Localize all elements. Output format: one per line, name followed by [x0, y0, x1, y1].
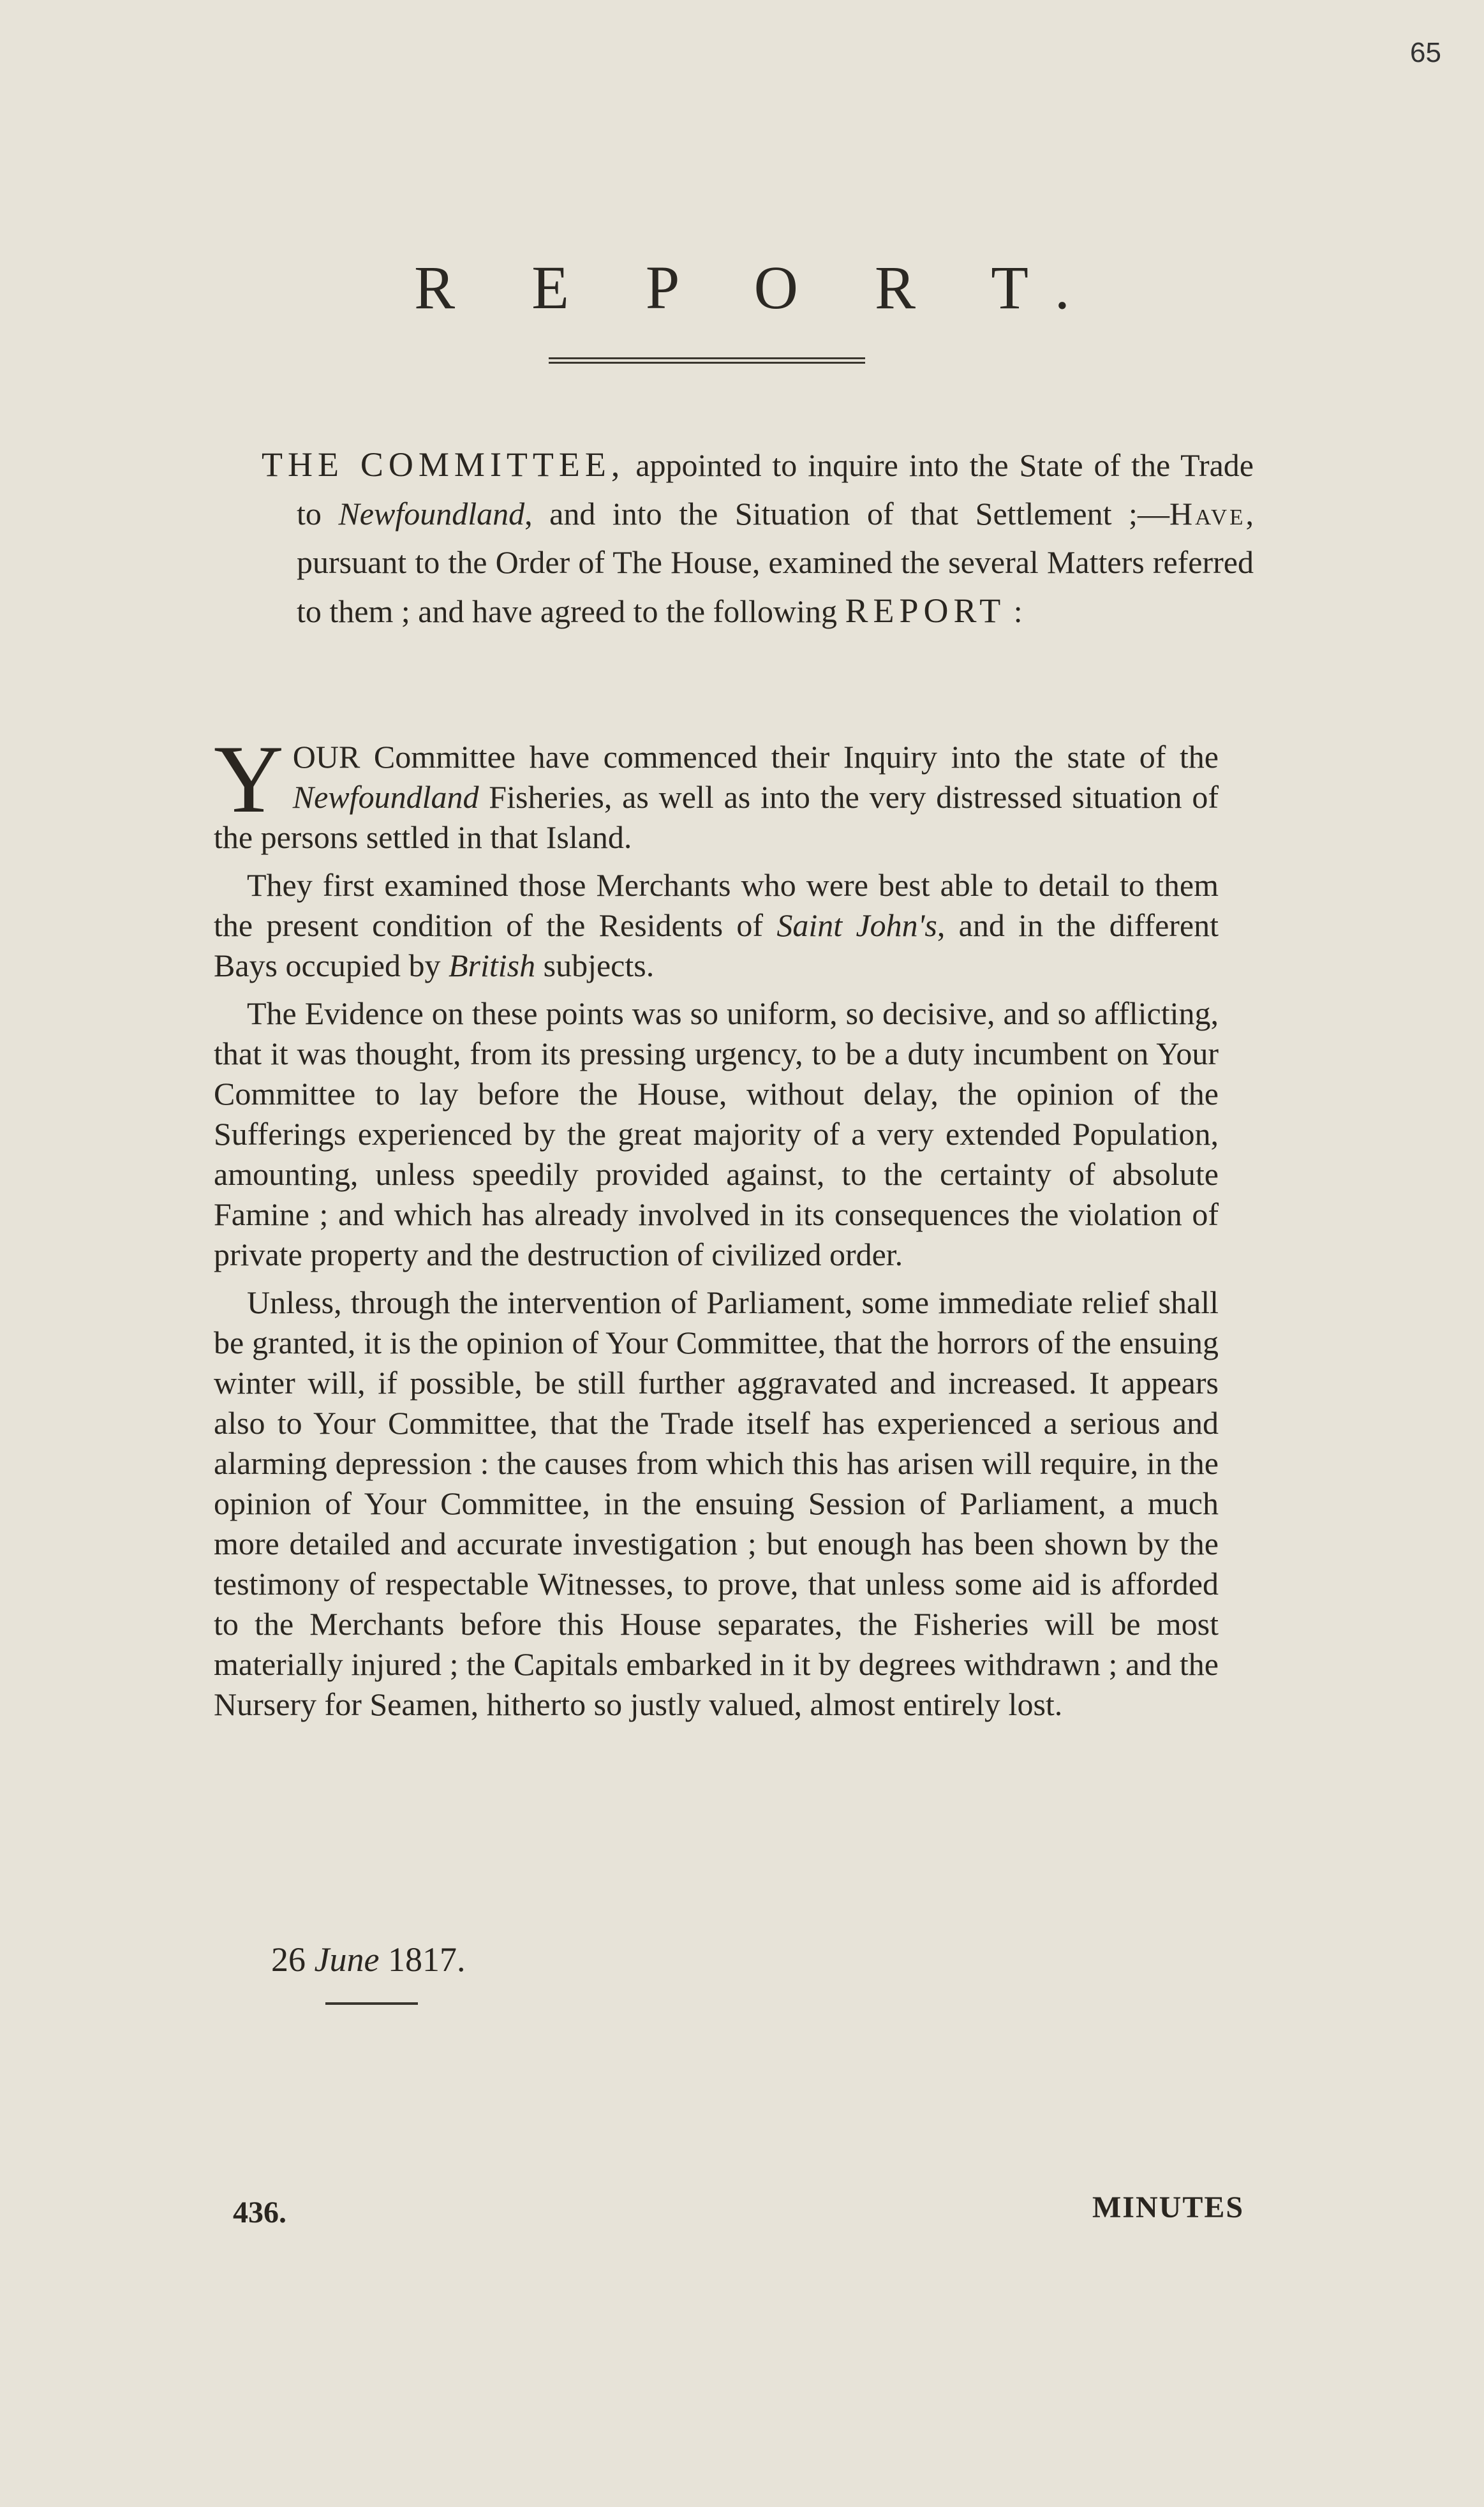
paragraph-1-place: Newfoundland — [292, 779, 479, 815]
page-number: 65 — [1410, 37, 1441, 68]
report-title: R E P O R T. — [414, 253, 1101, 322]
report-date — [271, 1940, 465, 1979]
preamble-lead: THE COMMITTEE, — [262, 445, 625, 484]
preamble-place: Newfoundland — [338, 496, 525, 532]
report-body — [214, 725, 1219, 1732]
catchword: MINUTES — [1092, 2191, 1245, 2224]
preamble-text-1: appointed to inquire into the State of the Trade to — [297, 447, 1254, 532]
preamble-text-3: , pursuant to the Order of The House, examined the several Matters referred to them ; and have agreed to the following — [297, 496, 1254, 629]
paragraph-2-british: British — [448, 948, 536, 983]
paragraph-2 — [214, 865, 1219, 986]
signature-number: 436. — [233, 2196, 286, 2229]
paragraph-2-text-a: They first examined those Merchants who were best able to detail to them the present condition of the Residents of — [214, 867, 1219, 943]
date-month: June — [314, 1940, 380, 1979]
paragraph-3: The Evidence on these points was so uniform, so decisive, and so afflicting, that it was thought, from its pressing urgency, to be a duty incumbent on Your Committee to lay before the House, without delay, the opinion of the Sufferings experienced by the great majority of a very extended Population, amounting, unless speedily provided against, to the certainty of absolute Famine ; and which has already involved in its consequences the violation of private property and the destruction of civilized order. — [214, 995, 1219, 1272]
date-day: 26 — [271, 1940, 306, 1979]
paragraph-4: Unless, through the intervention of Parliament, some immediate relief shall be granted, it is the opinion of Your Committee, that the horrors of the ensuing winter will, if possible, be still further aggravated and increased. It appears also to Your Committee, that the Trade itself has experienced a serious and alarming depression : the causes from which this has arisen will require, in the opinion of Your Committee, in the ensuing Session of Parliament, a much more detailed and accurate investigation ; but enough has been shown by the testimony of respectable Witnesses, to prove, that unless some aid is afforded to the Merchants before this House separates, the Fisheries will be most materially injured ; the Capitals embarked in it by degrees withdrawn ; and the Nursery for Seamen, hitherto so justly valued, almost entirely lost. — [214, 1284, 1219, 1722]
preamble-text-2: , and into the Situation of that Settlement ;— — [524, 496, 1169, 532]
paragraph-2-place: Saint John's — [776, 907, 937, 943]
paragraph-1-text-a: OUR Committee have commenced their Inquiry into the state of the — [292, 739, 1219, 775]
paragraph-2-text-b: , and in the different Bays occupied by — [214, 907, 1219, 983]
drop-cap: Y — [214, 725, 284, 833]
preamble-report-word: REPORT — [845, 591, 1006, 630]
date-rule — [325, 2002, 418, 2005]
preamble-text-4: : — [1005, 593, 1023, 629]
title-rule — [549, 357, 865, 364]
preamble-have: Have — [1169, 496, 1246, 532]
paragraph-1 — [214, 725, 1219, 858]
committee-preamble — [262, 440, 1254, 636]
paragraph-1-text-b: Fisheries, as well as into the very distressed situation of the persons settled in that Island. — [214, 779, 1219, 855]
paragraph-2-text-c: subjects. — [535, 948, 655, 983]
date-year: 1817. — [387, 1940, 466, 1979]
